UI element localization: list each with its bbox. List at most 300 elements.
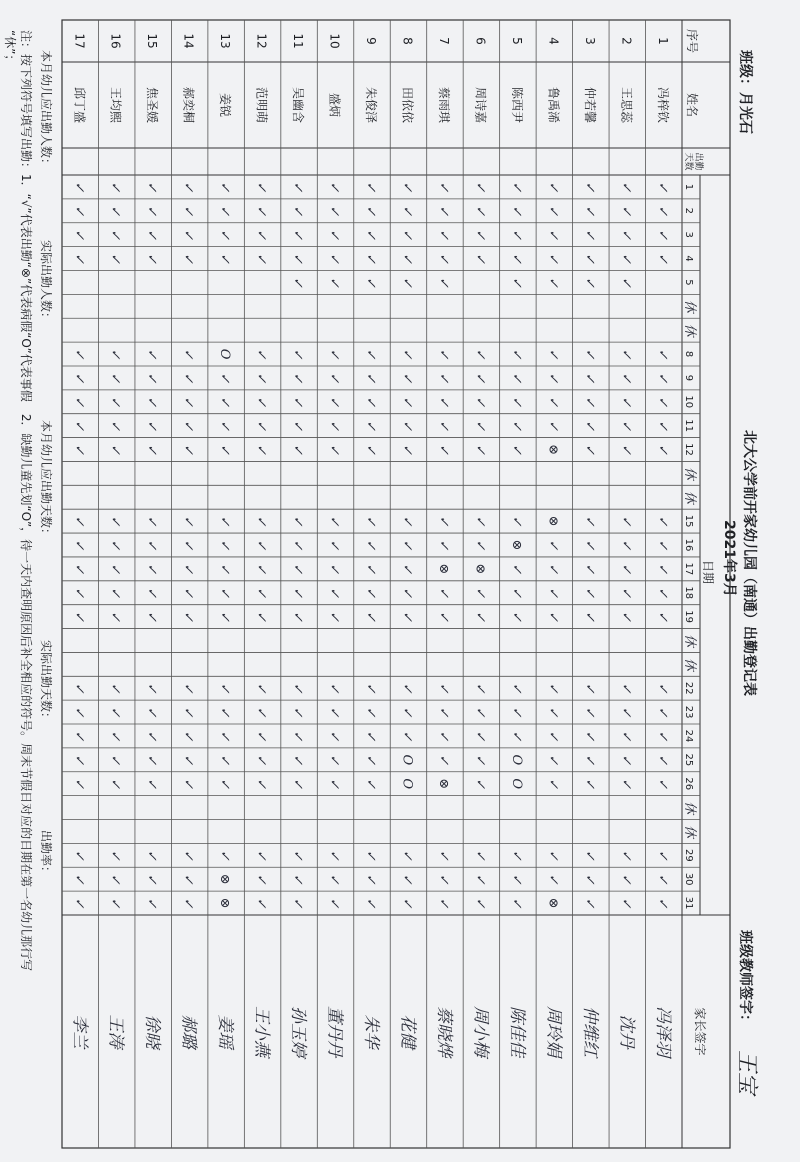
check-mark: ✓ [472, 229, 488, 241]
check-mark: ✓ [545, 276, 561, 288]
check-mark: ✓ [472, 873, 488, 885]
check-mark: ✓ [107, 205, 123, 217]
check-mark: ✓ [290, 515, 306, 527]
check-mark: ✓ [472, 444, 488, 455]
check-mark: ✓ [618, 587, 634, 599]
sick-mark: ⊗ [435, 563, 451, 575]
check-mark: ✓ [472, 205, 488, 217]
check-mark: ✓ [71, 706, 87, 718]
check-mark: ✓ [107, 682, 123, 694]
row-seq: 2 [619, 37, 634, 45]
check-mark: ✓ [253, 420, 269, 432]
check-mark: ✓ [253, 849, 269, 861]
parent-signature: 郝璐 [178, 1014, 199, 1049]
check-mark: ✓ [363, 730, 378, 742]
check-mark: ✓ [399, 444, 415, 455]
check-mark: ✓ [472, 754, 488, 766]
check-mark: ✓ [180, 611, 196, 623]
check-mark: ✓ [581, 420, 597, 432]
check-mark: ✓ [253, 372, 269, 384]
check-mark: ✓ [217, 587, 233, 599]
day-header: 15 [683, 514, 694, 528]
check-mark: ✓ [253, 348, 269, 360]
check-mark: ✓ [290, 420, 306, 432]
check-mark: ✓ [253, 181, 269, 193]
parent-signature: 仲维红 [579, 1006, 600, 1057]
check-mark: ✓ [508, 181, 524, 193]
check-mark: ✓ [545, 611, 561, 623]
check-mark: ✓ [472, 730, 488, 742]
check-mark: ✓ [508, 396, 524, 408]
check-mark: ✓ [107, 181, 123, 193]
document-title: 北大公学前开家幼儿园（南通）出勤登记表 [741, 430, 757, 696]
check-mark: ✓ [180, 205, 196, 217]
check-mark: ✓ [399, 396, 415, 408]
check-mark: ✓ [654, 372, 670, 384]
row-name: 郝奕桐 [181, 86, 196, 124]
check-mark: ✓ [472, 372, 488, 384]
check-mark: ✓ [363, 873, 378, 885]
sick-mark: ⊗ [217, 873, 233, 885]
check-mark: ✓ [253, 396, 269, 408]
attendance-days-header: 天数 [683, 152, 693, 171]
check-mark: ✓ [545, 181, 561, 193]
row-seq: 10 [327, 33, 342, 49]
check-mark: ✓ [326, 348, 342, 360]
check-mark: ✓ [363, 253, 378, 265]
row-seq: 7 [436, 37, 451, 45]
check-mark: ✓ [144, 420, 160, 432]
check-mark: ✓ [654, 587, 670, 599]
check-mark: ✓ [180, 253, 196, 265]
check-mark: ✓ [107, 587, 123, 599]
leave-mark: O [399, 778, 415, 790]
check-mark: ✓ [472, 420, 488, 432]
check-mark: ✓ [290, 873, 306, 885]
check-mark: ✓ [399, 897, 415, 909]
row-name: 仲若馨 [582, 86, 597, 124]
day-header-holiday: 休 [682, 801, 697, 815]
check-mark: ✓ [435, 730, 451, 742]
day-header-holiday: 休 [682, 323, 697, 337]
check-mark: ✓ [144, 396, 160, 408]
check-mark: ✓ [618, 372, 634, 384]
check-mark: ✓ [399, 682, 415, 694]
day-header: 3 [683, 231, 694, 238]
check-mark: ✓ [654, 348, 670, 360]
check-mark: ✓ [253, 205, 269, 217]
check-mark: ✓ [618, 611, 634, 623]
check-mark: ✓ [107, 515, 123, 527]
check-mark: ✓ [107, 372, 123, 384]
day-header: 31 [683, 896, 694, 910]
check-mark: ✓ [508, 849, 524, 861]
check-mark: ✓ [581, 205, 597, 217]
check-mark: ✓ [144, 706, 160, 718]
check-mark: ✓ [581, 372, 597, 384]
row-name: 周诗嘉 [473, 86, 488, 124]
check-mark: ✓ [363, 181, 378, 193]
check-mark: ✓ [290, 181, 306, 193]
parent-signature: 周玲娟 [543, 1006, 564, 1057]
check-mark: ✓ [363, 348, 378, 360]
check-mark: ✓ [618, 849, 634, 861]
day-header-holiday: 休 [682, 466, 697, 480]
row-seq: 14 [181, 33, 196, 49]
check-mark: ✓ [435, 873, 451, 885]
day-header: 23 [683, 705, 694, 719]
check-mark: ✓ [144, 897, 160, 909]
check-mark: ✓ [435, 849, 451, 861]
check-mark: ✓ [290, 372, 306, 384]
check-mark: ✓ [253, 229, 269, 241]
check-mark: ✓ [180, 849, 196, 861]
day-header-holiday: 休 [682, 824, 697, 838]
check-mark: ✓ [435, 539, 451, 551]
check-mark: ✓ [71, 396, 87, 408]
check-mark: ✓ [144, 372, 160, 384]
row-name: 焦圣媛 [145, 86, 160, 124]
parent-signature: 姜瑶 [215, 1014, 236, 1049]
leave-mark: O [508, 778, 524, 790]
check-mark: ✓ [144, 348, 160, 360]
check-mark: ✓ [253, 515, 269, 527]
actual-attend-people: 实际出勤人数： [39, 240, 53, 325]
check-mark: ✓ [654, 897, 670, 909]
check-mark: ✓ [217, 229, 233, 241]
day-header: 17 [683, 562, 694, 576]
check-mark: ✓ [253, 897, 269, 909]
check-mark: ✓ [107, 706, 123, 718]
check-mark: ✓ [326, 849, 342, 861]
check-mark: ✓ [71, 420, 87, 432]
check-mark: ✓ [618, 348, 634, 360]
row-name: 吴幽含 [291, 86, 306, 124]
day-header: 22 [683, 681, 694, 695]
check-mark: ✓ [435, 611, 451, 623]
leave-mark: O [399, 754, 415, 766]
day-header: 25 [683, 753, 694, 767]
check-mark: ✓ [545, 348, 561, 360]
attendance-rate: 出勤率： [39, 830, 53, 879]
check-mark: ✓ [618, 276, 634, 288]
check-mark: ✓ [508, 611, 524, 623]
check-mark: ✓ [71, 229, 87, 241]
check-mark: ✓ [217, 563, 233, 575]
check-mark: ✓ [581, 444, 597, 455]
check-mark: ✓ [107, 730, 123, 742]
check-mark: ✓ [508, 372, 524, 384]
check-mark: ✓ [472, 396, 488, 408]
check-mark: ✓ [399, 611, 415, 623]
check-mark: ✓ [217, 444, 233, 455]
day-header: 18 [683, 586, 694, 600]
check-mark: ✓ [217, 611, 233, 623]
row-seq: 11 [291, 33, 306, 49]
sick-mark: ⊗ [508, 539, 524, 551]
check-mark: ✓ [472, 778, 488, 790]
check-mark: ✓ [618, 730, 634, 742]
check-mark: ✓ [435, 276, 451, 288]
check-mark: ✓ [654, 849, 670, 861]
check-mark: ✓ [290, 849, 306, 861]
check-mark: ✓ [363, 754, 378, 766]
check-mark: ✓ [71, 897, 87, 909]
check-mark: ✓ [508, 515, 524, 527]
check-mark: ✓ [581, 754, 597, 766]
check-mark: ✓ [545, 229, 561, 241]
check-mark: ✓ [545, 372, 561, 384]
check-mark: ✓ [290, 563, 306, 575]
check-mark: ✓ [107, 849, 123, 861]
check-mark: ✓ [290, 587, 306, 599]
parent-signature: 冯泽羽 [652, 1006, 673, 1057]
check-mark: ✓ [107, 396, 123, 408]
check-mark: ✓ [472, 682, 488, 694]
check-mark: ✓ [363, 563, 378, 575]
check-mark: ✓ [654, 611, 670, 623]
check-mark: ✓ [654, 682, 670, 694]
day-header-holiday: 休 [682, 299, 697, 313]
check-mark: ✓ [290, 611, 306, 623]
document-month: 2021年3月 [721, 520, 737, 597]
check-mark: ✓ [618, 205, 634, 217]
check-mark: ✓ [144, 253, 160, 265]
check-mark: ✓ [654, 229, 670, 241]
class-label: 班级：月光石 [737, 50, 753, 134]
check-mark: ✓ [180, 563, 196, 575]
check-mark: ✓ [545, 754, 561, 766]
check-mark: ✓ [618, 396, 634, 408]
row-seq: 16 [108, 33, 123, 49]
check-mark: ✓ [71, 754, 87, 766]
check-mark: ✓ [107, 873, 123, 885]
check-mark: ✓ [508, 276, 524, 288]
parent-signature: 王小燕 [251, 1006, 272, 1057]
check-mark: ✓ [326, 706, 342, 718]
check-mark: ✓ [363, 205, 378, 217]
check-mark: ✓ [618, 515, 634, 527]
check-mark: ✓ [435, 396, 451, 408]
check-mark: ✓ [144, 778, 160, 790]
check-mark: ✓ [435, 682, 451, 694]
check-mark: ✓ [581, 611, 597, 623]
parent-signature: 花健 [397, 1014, 418, 1049]
row-name: 范明萌 [254, 86, 269, 124]
parent-signature: 徐晓 [142, 1014, 163, 1049]
check-mark: ✓ [326, 778, 342, 790]
day-header: 5 [683, 279, 694, 286]
check-mark: ✓ [253, 706, 269, 718]
check-mark: ✓ [581, 396, 597, 408]
check-mark: ✓ [107, 778, 123, 790]
check-mark: ✓ [399, 563, 415, 575]
check-mark: ✓ [71, 253, 87, 265]
check-mark: ✓ [290, 396, 306, 408]
check-mark: ✓ [71, 778, 87, 790]
day-header: 26 [683, 777, 694, 791]
check-mark: ✓ [290, 706, 306, 718]
check-mark: ✓ [545, 706, 561, 718]
check-mark: ✓ [71, 682, 87, 694]
check-mark: ✓ [217, 778, 233, 790]
check-mark: ✓ [326, 563, 342, 575]
check-mark: ✓ [253, 587, 269, 599]
check-mark: ✓ [363, 420, 378, 432]
check-mark: ✓ [399, 706, 415, 718]
check-mark: ✓ [326, 539, 342, 551]
check-mark: ✓ [290, 253, 306, 265]
row-name: 王思蕊 [619, 86, 634, 124]
check-mark: ✓ [253, 754, 269, 766]
check-mark: ✓ [326, 181, 342, 193]
check-mark: ✓ [144, 515, 160, 527]
check-mark: ✓ [71, 372, 87, 384]
check-mark: ✓ [180, 706, 196, 718]
teacher-label: 班级教师签字： [737, 930, 753, 1028]
check-mark: ✓ [326, 611, 342, 623]
check-mark: ✓ [326, 444, 342, 455]
check-mark: ✓ [253, 539, 269, 551]
row-seq: 13 [218, 33, 233, 49]
check-mark: ✓ [144, 205, 160, 217]
check-mark: ✓ [144, 754, 160, 766]
check-mark: ✓ [290, 444, 306, 455]
check-mark: ✓ [71, 348, 87, 360]
check-mark: ✓ [399, 205, 415, 217]
check-mark: ✓ [654, 754, 670, 766]
check-mark: ✓ [253, 611, 269, 623]
check-mark: ✓ [654, 420, 670, 432]
check-mark: ✓ [399, 873, 415, 885]
check-mark: ✓ [508, 205, 524, 217]
check-mark: ✓ [508, 706, 524, 718]
check-mark: ✓ [217, 706, 233, 718]
check-mark: ✓ [618, 253, 634, 265]
check-mark: ✓ [71, 873, 87, 885]
check-mark: ✓ [180, 754, 196, 766]
check-mark: ✓ [71, 849, 87, 861]
check-mark: ✓ [290, 730, 306, 742]
check-mark: ✓ [290, 539, 306, 551]
row-name: 田依依 [400, 86, 415, 124]
check-mark: ✓ [435, 181, 451, 193]
attendance-days-header: 出勤 [693, 152, 703, 171]
check-mark: ✓ [144, 229, 160, 241]
check-mark: ✓ [180, 444, 196, 455]
check-mark: ✓ [144, 444, 160, 455]
check-mark: ✓ [435, 587, 451, 599]
check-mark: ✓ [581, 587, 597, 599]
name-header: 姓名 [685, 92, 699, 118]
row-seq: 9 [364, 37, 378, 45]
check-mark: ✓ [326, 372, 342, 384]
check-mark: ✓ [144, 539, 160, 551]
check-mark: ✓ [107, 420, 123, 432]
check-mark: ✓ [581, 276, 597, 288]
check-mark: ✓ [508, 253, 524, 265]
check-mark: ✓ [472, 539, 488, 551]
check-mark: ✓ [107, 611, 123, 623]
check-mark: ✓ [290, 754, 306, 766]
check-mark: ✓ [363, 682, 378, 694]
check-mark: ✓ [253, 730, 269, 742]
check-mark: ✓ [654, 515, 670, 527]
check-mark: ✓ [435, 372, 451, 384]
check-mark: ✓ [508, 873, 524, 885]
check-mark: ✓ [253, 682, 269, 694]
check-mark: ✓ [545, 778, 561, 790]
check-mark: ✓ [217, 730, 233, 742]
check-mark: ✓ [253, 563, 269, 575]
check-mark: ✓ [581, 682, 597, 694]
row-name: 邱丁盛 [72, 86, 87, 124]
check-mark: ✓ [545, 253, 561, 265]
check-mark: ✓ [472, 253, 488, 265]
day-header-holiday: 休 [682, 490, 697, 504]
check-mark: ✓ [399, 276, 415, 288]
check-mark: ✓ [435, 205, 451, 217]
check-mark: ✓ [180, 348, 196, 360]
check-mark: ✓ [618, 682, 634, 694]
check-mark: ✓ [253, 444, 269, 455]
check-mark: ✓ [545, 539, 561, 551]
actual-attend-days: 实际出勤天数： [39, 640, 53, 725]
parent-signature: 蔡晓烨 [433, 1006, 454, 1057]
day-header: 10 [683, 395, 694, 409]
check-mark: ✓ [107, 897, 123, 909]
sick-mark: ⊗ [435, 778, 451, 790]
check-mark: ✓ [581, 730, 597, 742]
check-mark: ✓ [217, 539, 233, 551]
check-mark: ✓ [180, 682, 196, 694]
sick-mark: ⊗ [472, 563, 488, 575]
check-mark: ✓ [144, 181, 160, 193]
check-mark: ✓ [290, 897, 306, 909]
check-mark: ✓ [217, 205, 233, 217]
check-mark: ✓ [180, 420, 196, 432]
check-mark: ✓ [435, 706, 451, 718]
check-mark: ✓ [618, 229, 634, 241]
check-mark: ✓ [654, 444, 670, 455]
check-mark: ✓ [545, 396, 561, 408]
parent-signature: 陈佳佳 [506, 1006, 527, 1057]
check-mark: ✓ [326, 587, 342, 599]
check-mark: ✓ [363, 229, 378, 241]
check-mark: ✓ [654, 205, 670, 217]
check-mark: ✓ [581, 897, 597, 909]
check-mark: ✓ [107, 253, 123, 265]
check-mark: ✓ [508, 730, 524, 742]
check-mark: ✓ [581, 229, 597, 241]
row-name: 陈西尹 [509, 86, 524, 124]
check-mark: ✓ [71, 587, 87, 599]
check-mark: ✓ [545, 587, 561, 599]
parent-signature: 王涛 [105, 1014, 126, 1049]
check-mark: ✓ [217, 682, 233, 694]
check-mark: ✓ [435, 897, 451, 909]
check-mark: ✓ [618, 706, 634, 718]
check-mark: ✓ [326, 754, 342, 766]
check-mark: ✓ [326, 396, 342, 408]
check-mark: ✓ [217, 515, 233, 527]
check-mark: ✓ [581, 181, 597, 193]
check-mark: ✓ [508, 587, 524, 599]
row-seq: 6 [473, 37, 488, 45]
check-mark: ✓ [107, 348, 123, 360]
check-mark: ✓ [545, 205, 561, 217]
check-mark: ✓ [363, 897, 378, 909]
